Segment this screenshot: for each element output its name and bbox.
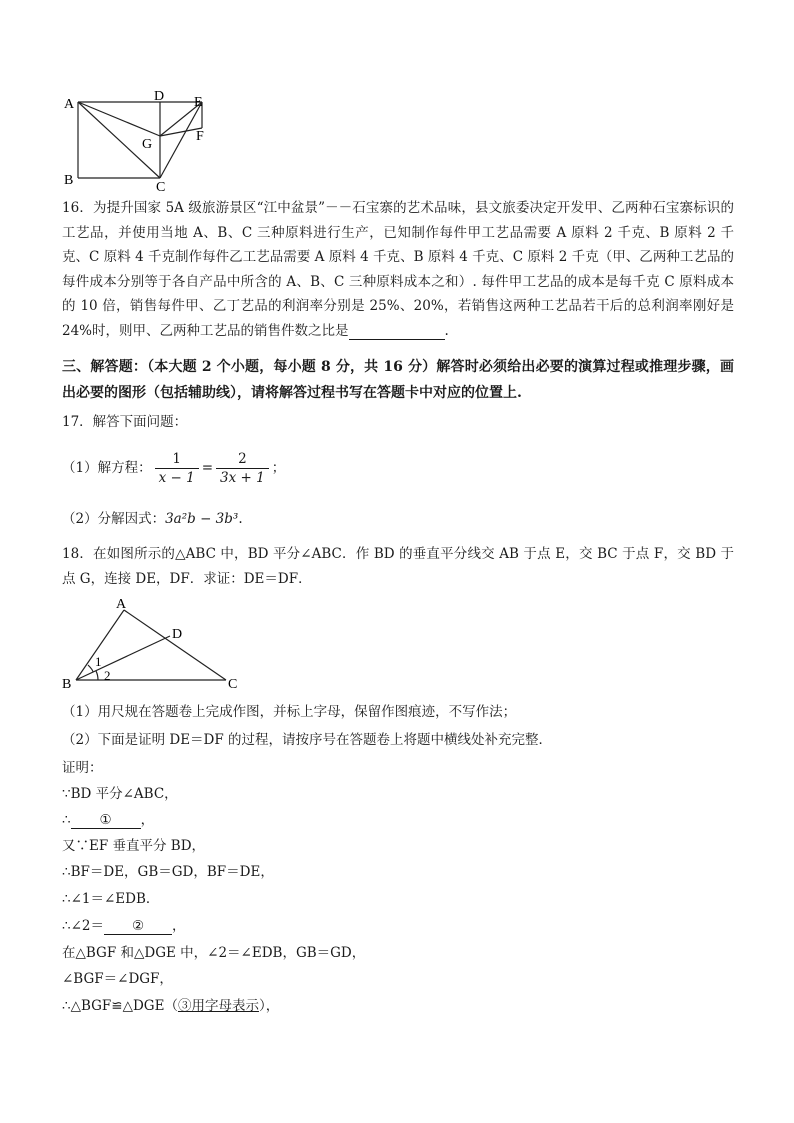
question-16 — [62, 196, 734, 343]
proof-step-4: ∴BF＝DE，GB＝GD，BF＝DE， — [62, 864, 274, 880]
answer-blank-2[interactable]: ② — [104, 918, 172, 935]
angle-label-1: 1 — [95, 654, 102, 669]
question-17-part2 — [62, 509, 243, 529]
proof-step-2-suffix: ， — [140, 812, 155, 828]
question-18-text: 18．在如图所示的△ABC 中，BD 平分∠ABC．作 BD 的垂直平分线交 AB 于点 E，交 BC 于点 F，交 BD 于点 G，连接 DE，DF．求证：DE＝DF． — [62, 546, 734, 587]
part1-label: （1）解方程： — [62, 460, 152, 476]
question-18 — [62, 542, 734, 591]
fraction-1 — [155, 450, 199, 487]
figure-rectangle-diagram — [60, 88, 220, 192]
angle-arc-1 — [88, 665, 93, 672]
section-3-heading — [62, 354, 734, 406]
triangle-label-b: B — [62, 677, 72, 690]
fraction-2-numerator: 2 — [216, 450, 269, 469]
label-g: G — [142, 137, 153, 152]
section-3-heading-text: 三、解答题：（本大题 2 个小题，每小题 8 分，共 16 分）解答时必须给出必要的演算过程或推理步骤，画出必要的图形（包括辅助线），请将解答过程书写在答题卡中对应的位置上. — [62, 359, 734, 401]
part2-label: （2）分解因式： — [62, 511, 166, 527]
proof-step-9 — [62, 996, 279, 1016]
question-17-title: 17．解答下面问题： — [62, 414, 188, 430]
proof-step-6-prefix: ∴∠2＝ — [62, 918, 104, 934]
question-16-text: 16．为提升国家 5A 级旅游景区“江中盆景”－－石宝寨的艺术品味，县文旅委决定开发甲、乙两种石宝寨标识的工艺品，并使用当地 A、B、C 三种原料进行生产，已知制作每件甲工艺品需要 A 原料 2 千克、B 原料 2 千克、C 原料 4 千克制作每件乙工艺品需要 A 原料 4 千克、B 原料 4 千克、C 原料 2 千克（甲、乙两种工艺品的每件成本分别等于各自产品中所含的 A、B、C 三种原料成本之和）. 每件甲工艺品的成本是每千克 C 原料成本的 10 倍，销售每件甲、乙丁艺品的利润率分别是 25%、20%，若销售这两种工艺品若干后的总利润率刚好是 24%时，则甲、乙两种工艺品的销售件数之比是 — [62, 200, 734, 339]
proof-step-8: ∠BGF＝∠DGF， — [62, 971, 173, 987]
fraction-2-denominator: 3x + 1 — [220, 470, 265, 486]
proof-step-9-suffix: ）， — [258, 998, 280, 1014]
proof-step-6 — [62, 916, 186, 936]
equals-sign: = — [201, 460, 214, 476]
proof-step-9-prefix: ∴△BGF≌△DGE（ — [62, 998, 178, 1014]
label-d: D — [154, 89, 165, 104]
answer-blank-16[interactable] — [349, 323, 445, 340]
proof-step-1: ∵BD 平分∠ABC， — [62, 786, 178, 802]
angle-arc-2 — [96, 671, 98, 680]
proof-step-3: 又∵EF 垂直平分 BD， — [62, 838, 206, 854]
triangle-label-d: D — [172, 627, 183, 642]
proof-step-2-prefix: ∴ — [62, 812, 71, 828]
triangle-label-c: C — [228, 677, 238, 690]
figure-triangle-abc — [60, 594, 250, 690]
fraction-2 — [216, 450, 269, 487]
part2-end: . — [238, 511, 243, 527]
angle-label-2: 2 — [104, 668, 111, 683]
segment-bd-triangle — [76, 636, 170, 680]
proof-step-2 — [62, 810, 154, 830]
question-16-end: . — [444, 322, 449, 339]
proof-title: 证明： — [62, 760, 103, 776]
segment-ac-triangle — [124, 610, 226, 680]
fraction-1-denominator: x − 1 — [158, 470, 195, 486]
fraction-1-numerator: 1 — [155, 450, 199, 469]
answer-blank-3[interactable]: ③用字母表示 — [177, 998, 259, 1014]
proof-step-6-suffix: ， — [172, 918, 186, 934]
question-17-part1 — [62, 448, 285, 488]
label-a: A — [64, 97, 75, 112]
part2-expression: 3a²b − 3b³ — [165, 511, 239, 527]
proof-step-7: 在△BGF 和△DGE 中，∠2＝∠EDB，GB＝GD， — [62, 945, 366, 961]
label-f: F — [196, 129, 204, 144]
segment-ab-triangle — [76, 610, 124, 680]
segment-ag — [78, 102, 160, 136]
label-e: E — [194, 95, 203, 110]
question-18-sub2: （2）下面是证明 DE＝DF 的过程，请按序号在答题卷上将题中横线处补充完整． — [62, 732, 553, 748]
question-18-sub1: （1）用尺规在答题卷上完成作图，并标上字母，保留作图痕迹，不写作法； — [62, 704, 517, 720]
answer-blank-1[interactable]: ① — [71, 812, 141, 829]
part1-end: ； — [271, 460, 286, 476]
triangle-label-a: A — [116, 597, 127, 612]
label-b: B — [64, 173, 74, 188]
proof-step-5: ∴∠1＝∠EDB． — [62, 891, 160, 907]
label-c: C — [156, 180, 166, 192]
